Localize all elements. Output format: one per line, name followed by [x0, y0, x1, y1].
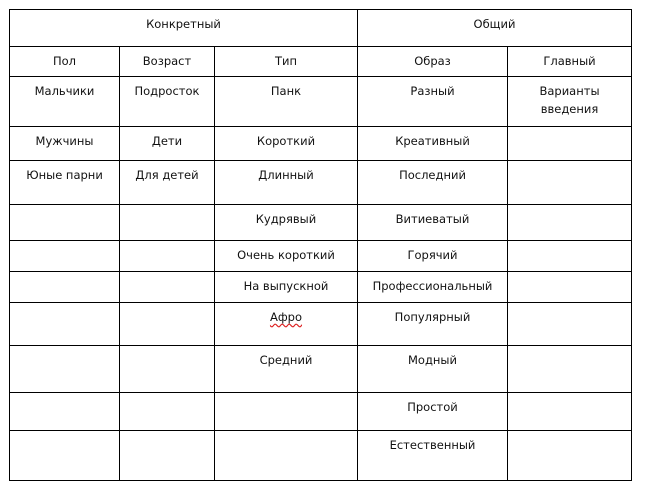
group-header-general: Общий — [358, 10, 632, 47]
table-cell — [508, 241, 632, 272]
table-cell — [508, 431, 632, 481]
table-cell — [120, 272, 215, 303]
table-row — [10, 346, 632, 393]
header-age: Возраст — [120, 47, 215, 77]
table-cell — [10, 241, 120, 272]
table-cell — [215, 393, 358, 431]
table-cell — [215, 303, 358, 346]
table-row — [10, 431, 632, 481]
table-cell: Простой — [358, 393, 508, 431]
table-cell: Естественный — [358, 431, 508, 481]
header-type: Тип — [215, 47, 358, 77]
header-image: Образ — [358, 47, 508, 77]
table-cell: Панк — [215, 77, 358, 127]
table-cell — [508, 393, 632, 431]
table-cell: Дети — [120, 127, 215, 161]
table-cell — [508, 127, 632, 161]
table-cell: Длинный — [215, 161, 358, 205]
table-cell: На выпускной — [215, 272, 358, 303]
keyword-table — [9, 9, 632, 481]
table-cell: Средний — [215, 346, 358, 393]
table-cell — [120, 393, 215, 431]
table-cell — [508, 205, 632, 241]
table-cell — [10, 431, 120, 481]
table-cell — [10, 205, 120, 241]
group-header-row — [10, 10, 632, 47]
table-cell: Очень короткий — [215, 241, 358, 272]
table-cell: Варианты введения — [508, 77, 632, 127]
table-cell: Кудрявый — [215, 205, 358, 241]
table-row — [10, 77, 632, 127]
table-cell: Мужчины — [10, 127, 120, 161]
table-cell: Креативный — [358, 127, 508, 161]
table-cell: Последний — [358, 161, 508, 205]
table-row — [10, 161, 632, 205]
table-cell — [120, 241, 215, 272]
table-cell — [120, 346, 215, 393]
table-cell — [508, 272, 632, 303]
table-cell — [508, 303, 632, 346]
table-row — [10, 127, 632, 161]
table-row — [10, 303, 632, 346]
table-cell — [508, 161, 632, 205]
table-cell: Модный — [358, 346, 508, 393]
table-row — [10, 205, 632, 241]
table-cell: Подросток — [120, 77, 215, 127]
table-row — [10, 241, 632, 272]
table-cell — [10, 272, 120, 303]
table-cell — [10, 303, 120, 346]
table-cell: Витиеватый — [358, 205, 508, 241]
table-cell: Юные парни — [10, 161, 120, 205]
table-cell — [120, 205, 215, 241]
table-cell — [120, 303, 215, 346]
table-cell: Горячий — [358, 241, 508, 272]
table-cell — [120, 431, 215, 481]
table-cell — [10, 346, 120, 393]
table-cell — [508, 346, 632, 393]
header-gender: Пол — [10, 47, 120, 77]
table-cell — [10, 393, 120, 431]
group-header-specific: Конкретный — [10, 10, 358, 47]
table-row — [10, 272, 632, 303]
table-cell: Профессиональный — [358, 272, 508, 303]
table-cell: Короткий — [215, 127, 358, 161]
spellcheck-flagged-word: Афро — [269, 310, 303, 324]
table-cell: Мальчики — [10, 77, 120, 127]
table-cell — [215, 431, 358, 481]
table-cell: Разный — [358, 77, 508, 127]
column-header-row — [10, 47, 632, 77]
table-cell: Для детей — [120, 161, 215, 205]
header-main: Главный — [508, 47, 632, 77]
table-cell: Популярный — [358, 303, 508, 346]
table-row — [10, 393, 632, 431]
